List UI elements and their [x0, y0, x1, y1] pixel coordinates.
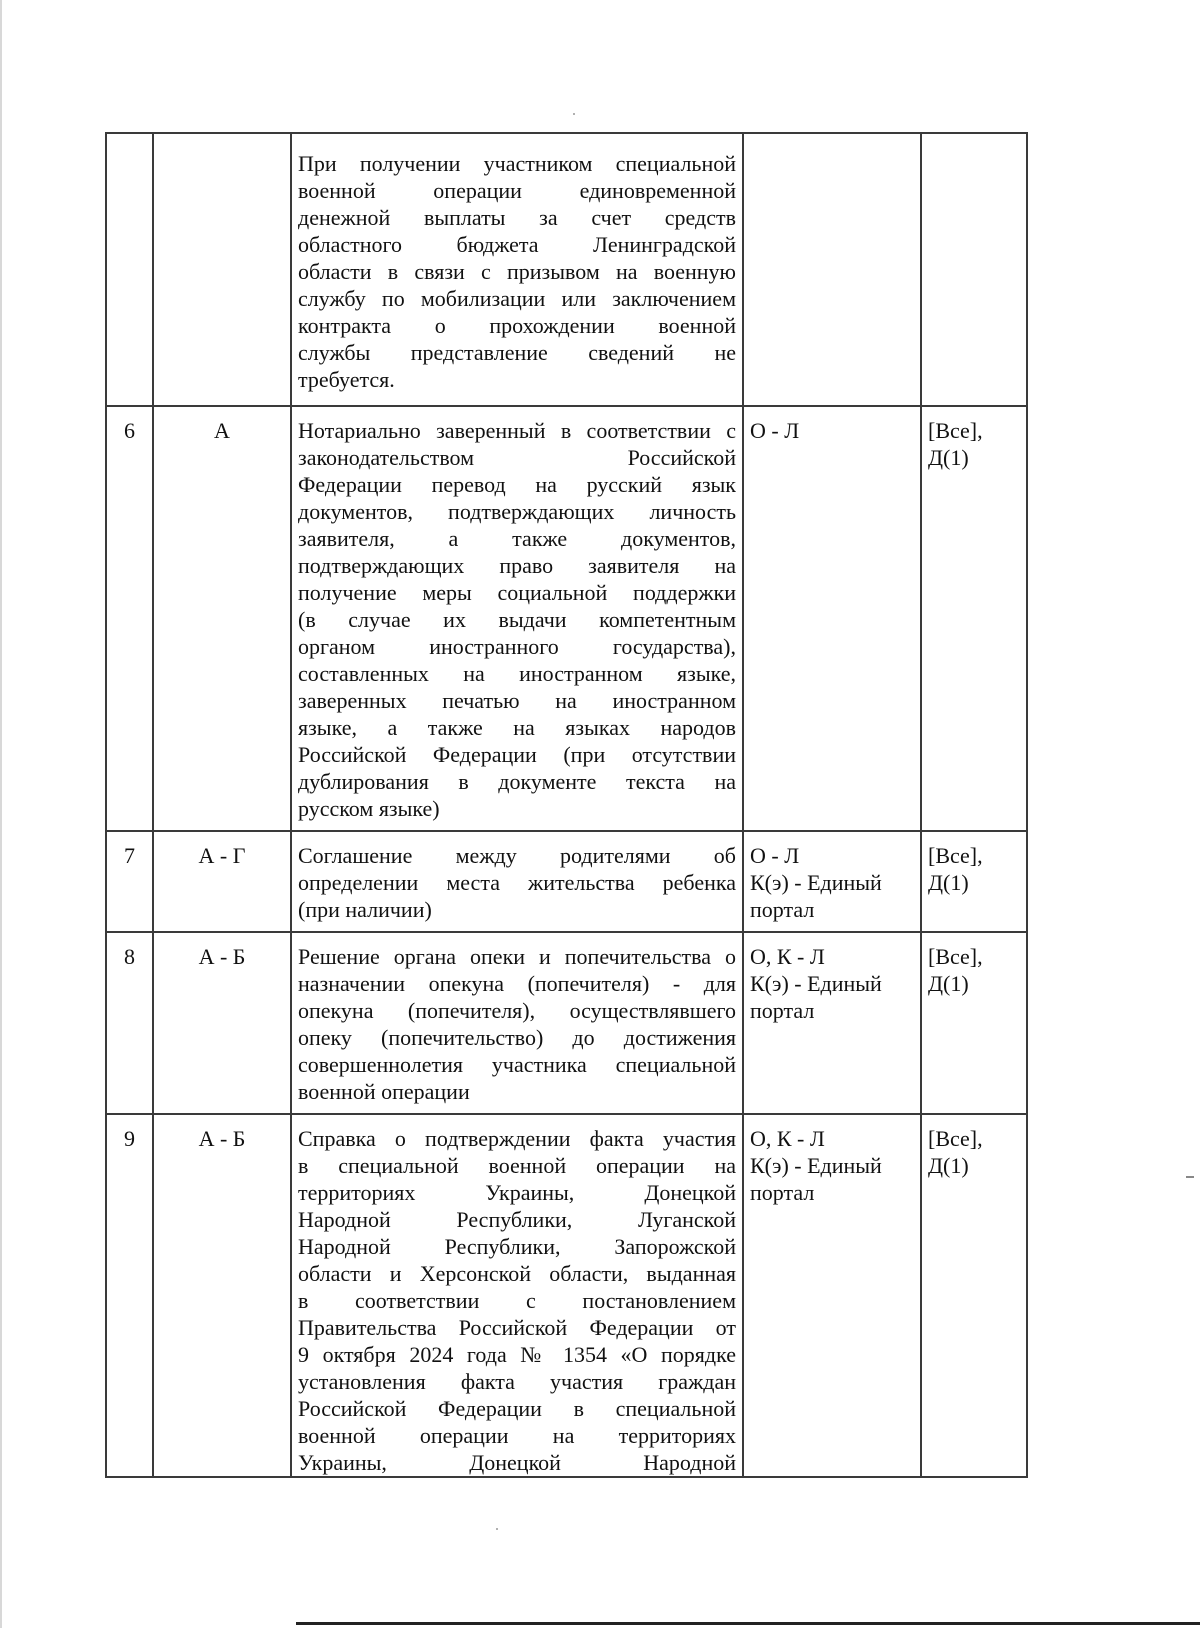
table-row: [106, 133, 1027, 406]
row-number-cell: 7: [106, 831, 153, 932]
document-text-line: определении места жительства ребенка: [298, 870, 736, 895]
document-text-line: 9 октября 2024 года № 1354 «О порядке: [298, 1342, 736, 1367]
scan-speck: [1186, 1176, 1194, 1178]
table-row: [106, 831, 1027, 932]
document-text-line: установления факта участия граждан: [298, 1369, 736, 1394]
document-text-line: Правительства Российской Федерации от: [298, 1315, 736, 1340]
usage-cell: [921, 1114, 1027, 1477]
document-text-line: (в случае их выдачи компетентным: [298, 607, 736, 632]
usage-text-line: Д(1): [928, 1153, 969, 1178]
document-text-line: территориях Украины, Донецкой: [298, 1180, 736, 1205]
usage-text-line: [Все],: [928, 944, 983, 969]
usage-text-line: Д(1): [928, 870, 969, 895]
document-text-line: При получении участником специальной: [298, 151, 736, 176]
usage-text-line: [Все],: [928, 843, 983, 868]
document-text-line: Российской Федерации в специальной: [298, 1396, 736, 1421]
document-text-line: опекуна (попечителя), осуществлявшего: [298, 998, 736, 1023]
source-text-line: К(э) - Единый: [750, 971, 882, 996]
category-cell: А - Б: [153, 932, 291, 1114]
source-text-line: К(э) - Единый: [750, 1153, 882, 1178]
document-description-cell: [291, 133, 743, 406]
table-row: [106, 932, 1027, 1114]
category-cell: [153, 133, 291, 406]
document-text-line: военной операции единовременной: [298, 178, 736, 203]
source-cell: [743, 831, 921, 932]
usage-text-line: [Все],: [928, 418, 983, 443]
usage-text-line: Д(1): [928, 445, 969, 470]
document-text-line: совершеннолетия участника специальной: [298, 1052, 736, 1077]
source-cell: [743, 1114, 921, 1477]
scan-speck: [496, 1528, 498, 1530]
document-text-line: военной операции: [298, 1079, 470, 1104]
document-text-line: военной операции на территориях: [298, 1423, 736, 1448]
row-number-cell: [106, 133, 153, 406]
document-description-cell: [291, 831, 743, 932]
source-text-line: О, К - Л: [750, 944, 825, 969]
source-text-line: портал: [750, 897, 815, 922]
row-number-cell: 8: [106, 932, 153, 1114]
document-description-cell: [291, 406, 743, 831]
row-number-cell: 9: [106, 1114, 153, 1477]
document-text-line: законодательством Российской: [298, 445, 736, 470]
document-text-line: Решение органа опеки и попечительства о: [298, 944, 736, 969]
source-cell: [743, 932, 921, 1114]
document-text-line: Справка о подтверждении факта участия: [298, 1126, 736, 1151]
source-text-line: О - Л: [750, 843, 800, 868]
document-text-line: в специальной военной операции на: [298, 1153, 736, 1178]
document-text-line: Народной Республики, Луганской: [298, 1207, 736, 1232]
document-text-line: русском языке): [298, 796, 440, 821]
usage-text-line: Д(1): [928, 971, 969, 996]
table-row: [106, 1114, 1027, 1477]
source-cell: [743, 406, 921, 831]
row-number-cell: 6: [106, 406, 153, 831]
document-text-line: получение меры социальной поддержки: [298, 580, 736, 605]
document-text-line: Соглашение между родителями об: [298, 843, 736, 868]
source-text-line: О - Л: [750, 418, 800, 443]
category-cell: А - Г: [153, 831, 291, 932]
document-text-line: составленных на иностранном языке,: [298, 661, 736, 686]
document-text-line: (при наличии): [298, 897, 432, 922]
document-text-line: службу по мобилизации или заключением: [298, 286, 736, 311]
document-text-line: областного бюджета Ленинградской: [298, 232, 736, 257]
document-text-line: заверенных печатью на иностранном: [298, 688, 736, 713]
source-text-line: О, К - Л: [750, 1126, 825, 1151]
source-text-line: К(э) - Единый: [750, 870, 882, 895]
document-text-line: органом иностранного государства),: [298, 634, 736, 659]
document-text-line: дублирования в документе текста на: [298, 769, 736, 794]
source-cell: [743, 133, 921, 406]
document-text-line: опеку (попечительство) до достижения: [298, 1025, 736, 1050]
document-text-line: назначении опекуна (попечителя) - для: [298, 971, 736, 996]
usage-cell: [921, 406, 1027, 831]
document-description-cell: [291, 932, 743, 1114]
document-text-line: документов, подтверждающих личность: [298, 499, 736, 524]
document-description-cell: [291, 1114, 743, 1477]
scan-edge-line: [296, 1622, 1200, 1625]
document-text-line: контракта о прохождении военной: [298, 313, 736, 338]
document-text-line: подтверждающих право заявителя на: [298, 553, 736, 578]
source-text-line: портал: [750, 1180, 815, 1205]
category-cell: А: [153, 406, 291, 831]
document-text-line: Украины, Донецкой Народной: [298, 1450, 736, 1475]
usage-text-line: [Все],: [928, 1126, 983, 1151]
usage-cell: [921, 831, 1027, 932]
usage-cell: [921, 932, 1027, 1114]
source-text-line: портал: [750, 998, 815, 1023]
document-text-line: языке, а также на языках народов: [298, 715, 736, 740]
document-text-line: области в связи с призывом на военную: [298, 259, 736, 284]
document-text-line: Нотариально заверенный в соответствии с: [298, 418, 736, 443]
document-text-line: требуется.: [298, 367, 395, 392]
document-text-line: в соответствии с постановлением: [298, 1288, 736, 1313]
document-text-line: Российской Федерации (при отсутствии: [298, 742, 736, 767]
document-text-line: области и Херсонской области, выданная: [298, 1261, 736, 1286]
scan-speck: [573, 113, 575, 115]
document-text-line: заявителя, а также документов,: [298, 526, 736, 551]
document-text-line: службы представление сведений не: [298, 340, 736, 365]
document-text-line: денежной выплаты за счет средств: [298, 205, 736, 230]
page-edge: [0, 0, 2, 1628]
document-text-line: Федерации перевод на русский язык: [298, 472, 736, 497]
table-row: [106, 406, 1027, 831]
usage-cell: [921, 133, 1027, 406]
category-cell: А - Б: [153, 1114, 291, 1477]
documents-table: [105, 132, 1028, 1478]
document-text-line: Народной Республики, Запорожской: [298, 1234, 736, 1259]
